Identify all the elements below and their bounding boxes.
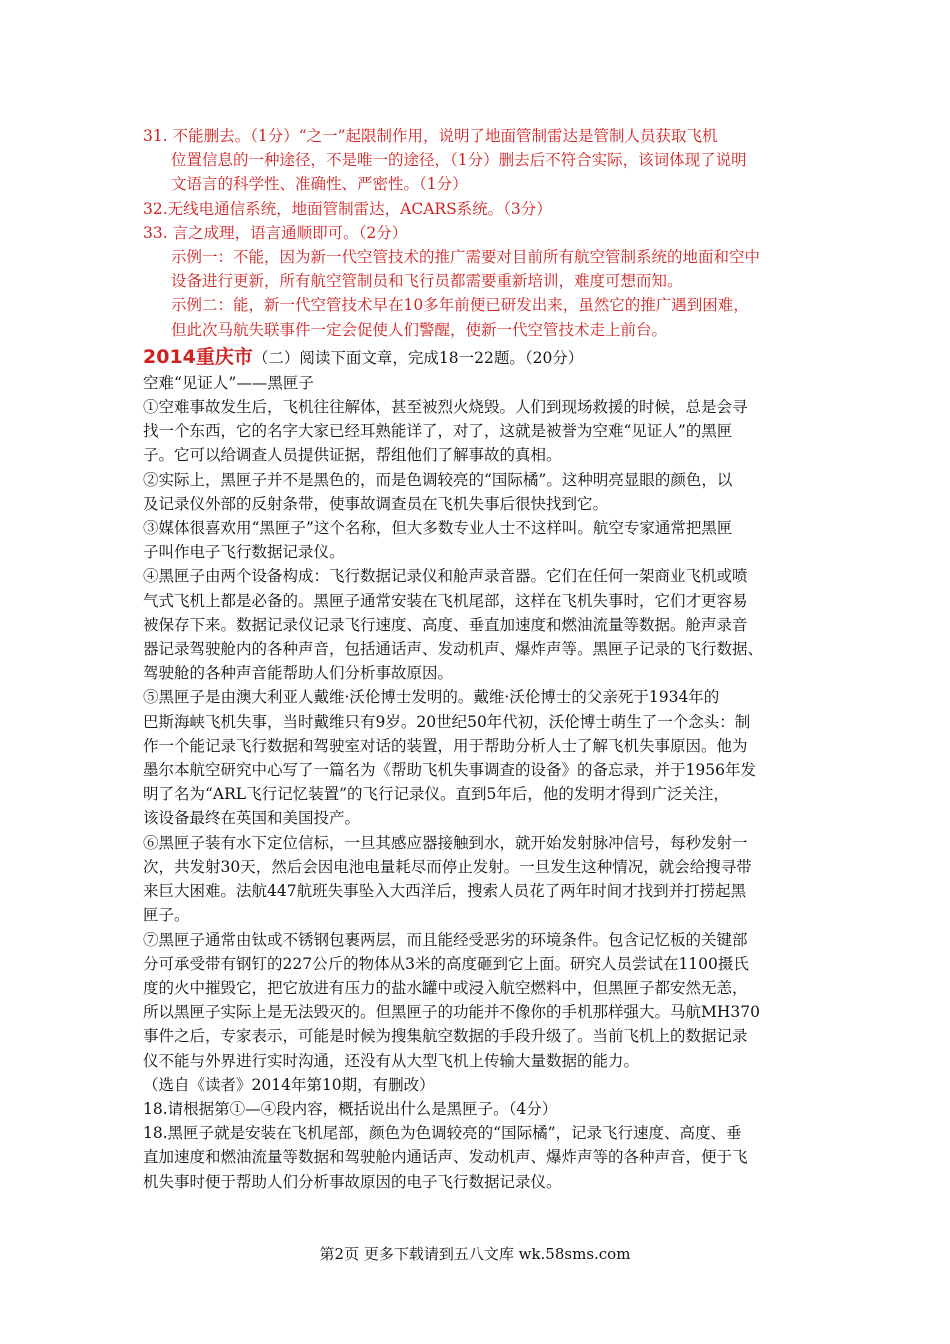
article-title: 空难“见证人”——黑匣子 bbox=[143, 373, 314, 392]
answer-18 bbox=[143, 1121, 815, 1194]
answer-18-line: 机失事时便于帮助人们分析事故原因的电子飞行数据记录仪。 bbox=[143, 1172, 562, 1191]
para-5 bbox=[143, 685, 815, 830]
paragraph-line: ①空难事故发生后，飞机往往解体，甚至被烈火烧毁。人们到现场救援的时候，总是会寻 bbox=[143, 398, 748, 417]
paragraph-line: 分可承受带有钢钉的227公斤的物体从3米的高度砸到它上面。研究人员尝试在1100摄氏 bbox=[143, 954, 749, 973]
paragraph-line: 及记录仪外部的反射条带，使事故调查员在飞机失事后很快找到它。 bbox=[143, 494, 609, 513]
paragraph-line: ⑦黑匣子通常由钛或不锈钢包裹两层，而且能经受恶劣的环境条件。包含记忆板的关键部 bbox=[143, 930, 748, 949]
paragraph-line: 子。它可以给调查人员提供证据，帮组他们了解事故的真相。 bbox=[143, 446, 562, 465]
paragraph-line: ⑥黑匣子装有水下定位信标，一旦其感应器接触到水，就开始发射脉冲信号，每秒发射一 bbox=[143, 833, 748, 852]
paragraph-line: 事件之后，专家表示，可能是时候为搜集航空数据的手段升级了。当前飞机上的数据记录 bbox=[143, 1027, 748, 1046]
paragraph-line: 来巨大困难。法航447航班失事坠入大西洋后，搜索人员花了两年时间才找到并打捞起黑 bbox=[143, 882, 747, 901]
answer-block-31-33 bbox=[143, 124, 815, 342]
answer-18-line: 18.黑匣子就是安装在飞机尾部，颜色为色调较亮的“国际橘”，记录飞行速度、高度、垂 bbox=[143, 1124, 742, 1143]
paragraph-line: 作一个能记录飞行数据和驾驶室对话的装置，用于帮助分析人士了解飞机失事原因。他为 bbox=[143, 736, 748, 755]
answer-line: 示例二：能，新一代空管技术早在10多年前便已研发出来，虽然它的推广遇到困难， bbox=[171, 296, 749, 315]
paragraph-line: 明了名为“ARL飞行记忆装置”的飞行记录仪。直到5年后，他的发明才得到广泛关注， bbox=[143, 785, 729, 804]
paragraph-line: 子叫作电子飞行数据记录仪。 bbox=[143, 543, 345, 562]
answer-line: 32.无线电通信系统，地面管制雷达，ACARS系统。（3分） bbox=[143, 199, 552, 218]
paragraph-line: 仪不能与外界进行实时沟通，还没有从大型飞机上传输大量数据的能力。 bbox=[143, 1051, 640, 1070]
paragraph-line: 被保存下来。数据记录仪记录飞行速度、高度、垂直加速度和燃油流量等数据。舱声录音 bbox=[143, 615, 748, 634]
answer-line: 位置信息的一种途径，不是唯一的途径，（1分）删去后不符合实际，该词体现了说明 bbox=[171, 151, 747, 170]
answer-18-line: 直加速度和燃油流量等数据和驾驶舱内通话声、发动机声、爆炸声等的各种声音，便于飞 bbox=[143, 1148, 748, 1167]
question-18: 18.请根据第①—④段内容，概括说出什么是黑匣子。（4分） bbox=[143, 1099, 558, 1118]
paragraph-line: 找一个东西，它的名字大家已经耳熟能详了，对了，这就是被誉为空难“见证人”的黑匣 bbox=[143, 422, 733, 441]
paragraph-line: ③媒体很喜欢用“黑匣子”这个名称，但大多数专业人士不这样叫。航空专家通常把黑匣 bbox=[143, 519, 733, 538]
paragraph-line: 该设备最终在英国和美国投产。 bbox=[143, 809, 361, 828]
para-2 bbox=[143, 468, 815, 516]
answer-line: 33. 言之成理，语言通顺即可。（2分） bbox=[143, 223, 408, 242]
paragraph-line: ②实际上，黑匣子并不是黑色的，而是色调较亮的“国际橘”。这种明亮显眼的颜色，以 bbox=[143, 470, 733, 489]
answer-line: 文语言的科学性、准确性、严密性。（1分） bbox=[171, 175, 468, 194]
paragraph-line: 器记录驾驶舱内的各种声音，包括通话声、发动机声、爆炸声等。黑匣子记录的飞行数据、 bbox=[143, 640, 764, 659]
para-3 bbox=[143, 516, 815, 564]
paragraph-line: 度的火中摧毁它，把它放进有压力的盐水罐中或浸入航空燃料中，但黑匣子都安然无恙， bbox=[143, 978, 748, 997]
section-instruction: （二）阅读下面文章，完成18一22题。（20分） bbox=[252, 348, 584, 367]
paragraph-line: 次，共发射30天，然后会因电池电量耗尽而停止发射。一旦发生这种情况，就会给搜寻带 bbox=[143, 857, 752, 876]
answer-line: 31. 不能删去。（1分）“之一”起限制作用，说明了地面管制雷达是管制人员获取飞机 bbox=[143, 127, 718, 145]
para-4 bbox=[143, 564, 815, 685]
section-heading bbox=[143, 344, 815, 371]
answer-line: 但此次马航失联事件一定会促使人们警醒，使新一代空管技术走上前台。 bbox=[171, 320, 668, 339]
paragraph-line: 所以黑匣子实际上是无法毁灭的。但黑匣子的功能并不像你的手机那样强大。马航MH370 bbox=[143, 1003, 760, 1022]
article-body bbox=[143, 395, 815, 1073]
region-label: 2014重庆市 bbox=[143, 345, 253, 368]
document-page bbox=[143, 124, 815, 1194]
source-note: （选自《读者》2014年第10期，有删改） bbox=[143, 1075, 435, 1094]
paragraph-line: 墨尔本航空研究中心写了一篇名为《帮助飞机失事调查的设备》的备忘录，并于1956年发 bbox=[143, 761, 756, 780]
paragraph-line: ⑤黑匣子是由澳大利亚人戴维·沃伦博士发明的。戴维·沃伦博士的父亲死于1934年的 bbox=[143, 688, 720, 707]
paragraph-line: 气式飞机上都是必备的。黑匣子通常安装在飞机尾部，这样在飞机失事时，它们才更容易 bbox=[143, 591, 748, 610]
paragraph-line: 驾驶舱的各种声音能帮助人们分析事故原因。 bbox=[143, 664, 454, 683]
page-footer: 第2页 更多下载请到五八文库 wk.58sms.com bbox=[319, 1245, 631, 1263]
answer-line: 设备进行更新，所有航空管制员和飞行员都需要重新培训，难度可想而知。 bbox=[171, 272, 683, 291]
para-6 bbox=[143, 831, 815, 928]
answer-line: 示例一：不能，因为新一代空管技术的推广需要对目前所有航空管制系统的地面和空中 bbox=[171, 248, 761, 267]
paragraph-line: 巴斯海峡飞机失事，当时戴维只有9岁。20世纪50年代初，沃伦博士萌生了一个念头：制 bbox=[143, 712, 751, 731]
para-1 bbox=[143, 395, 815, 468]
para-7 bbox=[143, 928, 815, 1073]
paragraph-line: 匣子。 bbox=[143, 906, 190, 925]
paragraph-line: ④黑匣子由两个设备构成：飞行数据记录仪和舱声录音器。它们在任何一架商业飞机或喷 bbox=[143, 567, 748, 586]
